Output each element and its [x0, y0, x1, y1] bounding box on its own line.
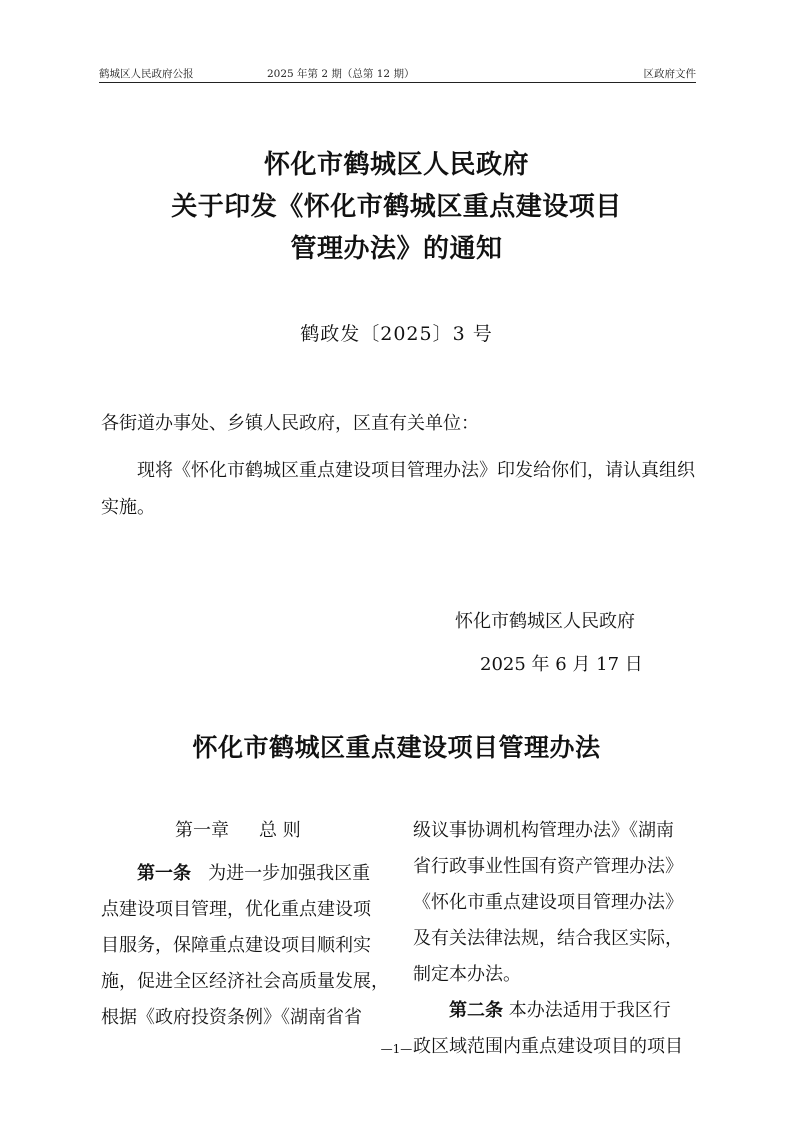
article-line: 施，促进全区经济社会高质量发展， — [101, 971, 389, 992]
header-section: 区政府文件 — [643, 68, 696, 80]
header-issue: 2025 年第 2 期（总第 12 期） — [267, 68, 415, 80]
notice-title-line: 管理办法》的通知 — [290, 234, 503, 264]
right-column — [413, 813, 696, 1065]
notice-title — [0, 144, 793, 270]
notice-body: 现将《怀化市鹤城区重点建设项目管理办法》印发给你们，请认真组织实施。 — [101, 460, 695, 518]
article-1-text: 为进一步加强我区重 — [208, 863, 371, 884]
chapter-number: 第一章 — [175, 820, 229, 841]
notice-title-line: 怀化市鹤城区人民政府 — [263, 150, 529, 180]
article-line: 目服务，保障重点建设项目顺利实 — [101, 935, 371, 956]
article-line: 政区域范围内重点建设项目的项目 — [413, 1036, 683, 1057]
article-line — [101, 856, 384, 892]
salutation: 各街道办事处、乡镇人民政府，区直有关单位： — [101, 413, 479, 434]
article-line: 省行政事业性国有资产管理办法》 — [413, 856, 683, 877]
page-number: —1— — [380, 1042, 413, 1056]
article-line: 《怀化市重点建设项目管理办法》 — [413, 892, 683, 913]
article-line: 制定本办法。 — [413, 964, 521, 985]
notice-title-line: 关于印发《怀化市鹤城区重点建设项目 — [171, 192, 622, 222]
article-1-label: 第一条 — [137, 863, 191, 884]
article-2-label: 第二条 — [449, 1000, 503, 1021]
header-rule — [99, 82, 696, 83]
article-line: 点建设项目管理，优化重点建设项 — [101, 899, 371, 920]
chapter-name: 总 则 — [259, 820, 301, 841]
article-line: 根据《政府投资条例》《湖南省省 — [101, 1007, 362, 1028]
page-header — [99, 64, 696, 82]
left-column — [101, 813, 389, 1036]
measures-title: 怀化市鹤城区重点建设项目管理办法 — [192, 733, 601, 762]
chapter-heading — [101, 813, 384, 849]
article-line — [413, 993, 696, 1029]
article-2-text: 本办法适用于我区行 — [508, 1000, 671, 1021]
article-line: 及有关法律法规，结合我区实际， — [413, 928, 683, 949]
signature-date: 2025 年 6 月 17 日 — [480, 654, 643, 675]
signature-organization: 怀化市鹤城区人民政府 — [455, 611, 635, 632]
header-publication: 鹤城区人民政府公报 — [99, 68, 194, 80]
article-line: 级议事协调机构管理办法》《湖南 — [413, 820, 674, 841]
document-number: 鹤政发〔2025〕3 号 — [300, 323, 493, 345]
